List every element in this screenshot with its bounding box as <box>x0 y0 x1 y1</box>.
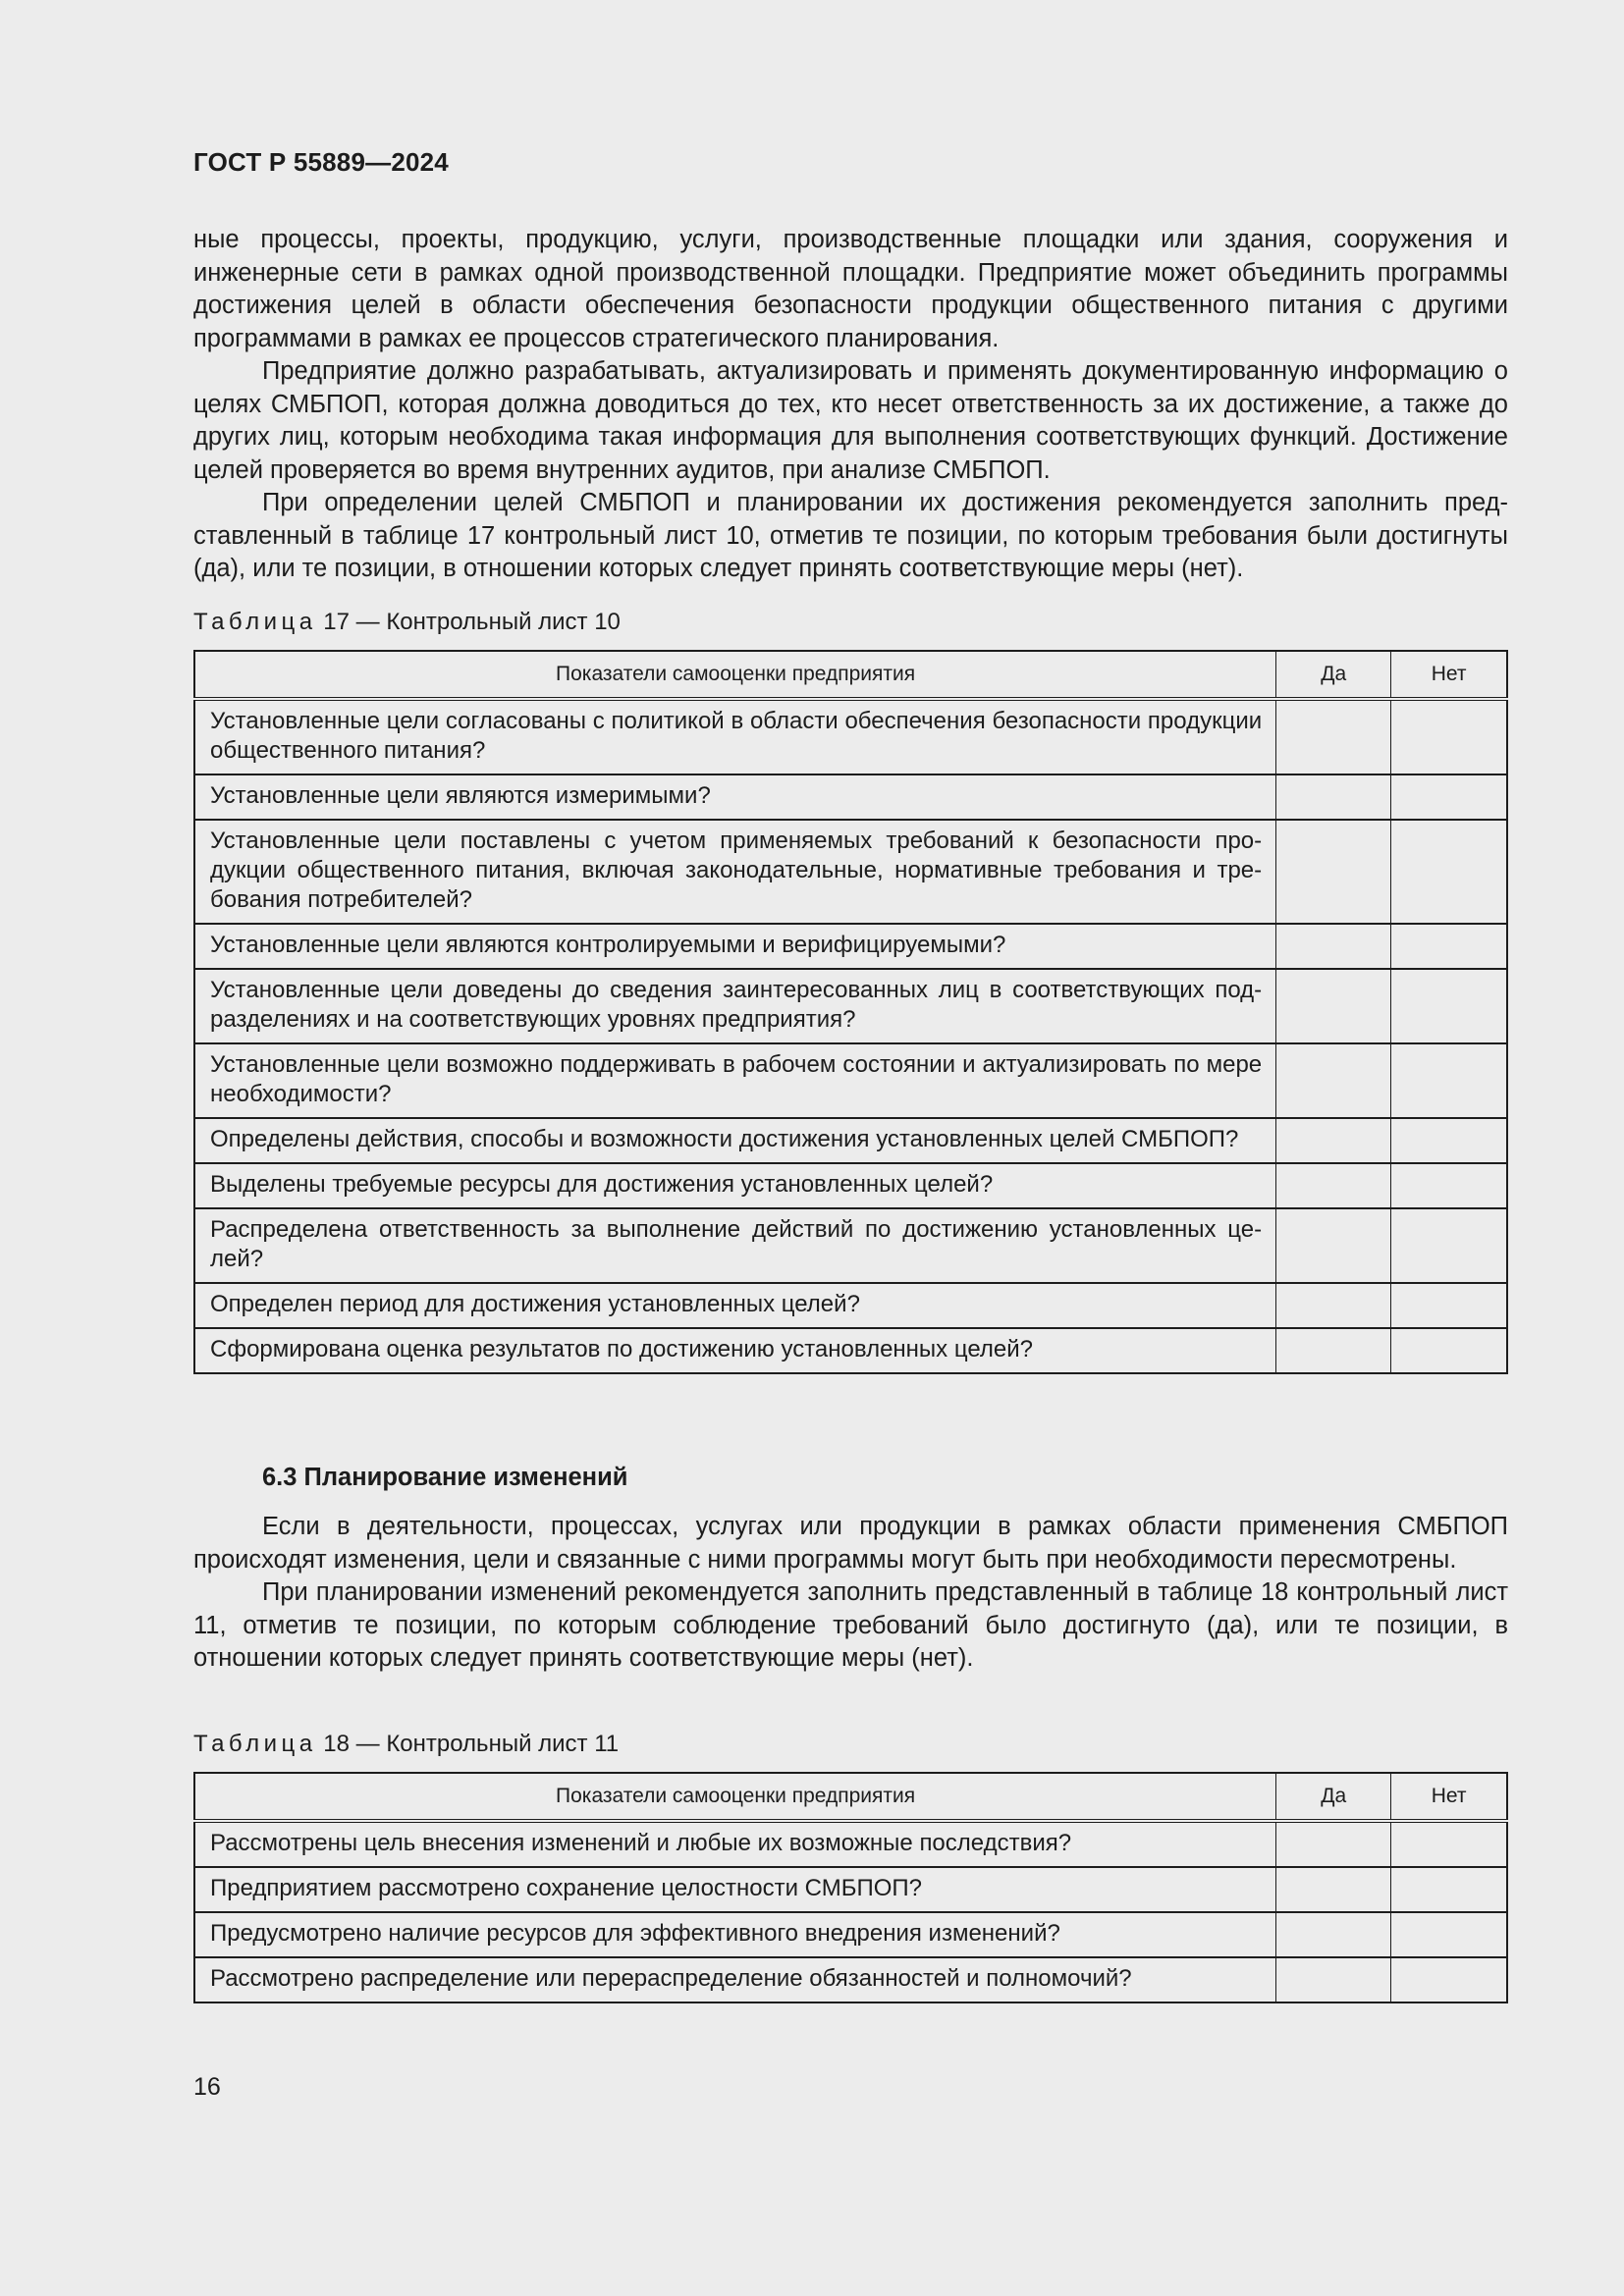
table-row <box>194 1957 1507 2002</box>
no-cell[interactable] <box>1391 1957 1507 2002</box>
no-cell[interactable] <box>1391 1912 1507 1957</box>
yes-cell[interactable] <box>1276 1912 1391 1957</box>
yes-cell[interactable] <box>1276 1208 1391 1283</box>
yes-cell[interactable] <box>1276 1043 1391 1118</box>
yes-cell[interactable] <box>1276 1821 1391 1867</box>
table-caption-text: 17 — Контрольный лист 10 <box>323 609 621 635</box>
table-row <box>194 774 1507 820</box>
column-header-no: Нет <box>1391 1773 1507 1821</box>
question-cell: Выделены требуемые ресурсы для достижения установленных целей? <box>194 1163 1276 1208</box>
yes-cell[interactable] <box>1276 924 1391 969</box>
table-row <box>194 699 1507 774</box>
table-row <box>194 924 1507 969</box>
yes-cell[interactable] <box>1276 820 1391 924</box>
no-cell[interactable] <box>1391 1867 1507 1912</box>
yes-cell[interactable] <box>1276 969 1391 1043</box>
no-cell[interactable] <box>1391 1328 1507 1373</box>
table-row <box>194 1867 1507 1912</box>
no-cell[interactable] <box>1391 969 1507 1043</box>
paragraph: Если в деятельности, процессах, услугах или продукции в рамках области применения СМБПОП происходят изменения, цели и связанные с ними программы могут быть при необходимости пересмотрены. <box>193 1513 1508 1574</box>
paragraph: При определении целей СМБПОП и планировании их достижения рекомендуется заполнить представленный в таблице 17 контрольный лист 10, отметив те позиции, по которым требования были достигнуты (да), или те позиции, в отношении которых следует принять соответствующие меры (нет). <box>193 489 1508 582</box>
yes-cell[interactable] <box>1276 1957 1391 2002</box>
table-caption-word: Таблица <box>193 1731 317 1757</box>
table-row <box>194 1328 1507 1373</box>
column-header-question: Показатели самооценки предприятия <box>194 651 1276 699</box>
column-header-yes: Да <box>1276 1773 1391 1821</box>
no-cell[interactable] <box>1391 1821 1507 1867</box>
table-row <box>194 1208 1507 1283</box>
no-cell[interactable] <box>1391 699 1507 774</box>
intro-text <box>193 224 1508 586</box>
table-header-row <box>194 651 1507 699</box>
yes-cell[interactable] <box>1276 1163 1391 1208</box>
question-cell: Определен период для достижения установленных целей? <box>194 1283 1276 1328</box>
no-cell[interactable] <box>1391 1208 1507 1283</box>
table-caption-text: 18 — Контрольный лист 11 <box>323 1731 620 1757</box>
question-cell: Установленные цели являются измеримыми? <box>194 774 1276 820</box>
question-cell: Определены действия, способы и возможности достижения установленных целей СМБПОП? <box>194 1118 1276 1163</box>
checklist-table-17 <box>193 650 1508 1374</box>
table-row <box>194 1283 1507 1328</box>
question-cell: Рассмотрены цель внесения изменений и любые их возможные последствия? <box>194 1821 1276 1867</box>
table-row <box>194 820 1507 924</box>
question-cell: Распределена ответственность за выполнение действий по достижению установленных целей? <box>194 1208 1276 1283</box>
section-heading: 6.3 Планирование изменений <box>262 1464 628 1491</box>
column-header-no: Нет <box>1391 651 1507 699</box>
question-cell: Установленные цели доведены до сведения заинтересованных лиц в соответствующих подразделениях и на соответствующих уровнях предприятия? <box>194 969 1276 1043</box>
document-header: ГОСТ Р 55889—2024 <box>193 147 449 177</box>
table-17-caption <box>193 609 621 636</box>
yes-cell[interactable] <box>1276 1328 1391 1373</box>
no-cell[interactable] <box>1391 1283 1507 1328</box>
yes-cell[interactable] <box>1276 1283 1391 1328</box>
no-cell[interactable] <box>1391 924 1507 969</box>
table-18-caption <box>193 1731 619 1758</box>
question-cell: Установленные цели поставлены с учетом применяемых требований к безопасности продукции общественного питания, включая законодательные, нормативные требования и требования потребителей? <box>194 820 1276 924</box>
question-cell: Предусмотрено наличие ресурсов для эффективного внедрения изменений? <box>194 1912 1276 1957</box>
table-row <box>194 1118 1507 1163</box>
question-cell: Предприятием рассмотрено сохранение целостности СМБПОП? <box>194 1867 1276 1912</box>
table-header-row <box>194 1773 1507 1821</box>
no-cell[interactable] <box>1391 1043 1507 1118</box>
no-cell[interactable] <box>1391 1118 1507 1163</box>
no-cell[interactable] <box>1391 1163 1507 1208</box>
table-row <box>194 1821 1507 1867</box>
no-cell[interactable] <box>1391 820 1507 924</box>
section-text <box>193 1511 1508 1676</box>
yes-cell[interactable] <box>1276 1867 1391 1912</box>
question-cell: Сформирована оценка результатов по достижению установленных целей? <box>194 1328 1276 1373</box>
column-header-question: Показатели самооценки предприятия <box>194 1773 1276 1821</box>
yes-cell[interactable] <box>1276 699 1391 774</box>
question-cell: Рассмотрено распределение или перераспределение обязанностей и полномочий? <box>194 1957 1276 2002</box>
table-row <box>194 1043 1507 1118</box>
question-cell: Установленные цели согласованы с политикой в области обеспечения безопасности продукции общественного питания? <box>194 699 1276 774</box>
paragraph: При планировании изменений рекомендуется заполнить представленный в таблице 18 контрольный лист 11, отметив те позиции, по которым соблюдение требований было достигнуто (да), или те позиции, в отношении которых следует принять соответствующие меры (нет). <box>193 1578 1508 1672</box>
page-number: 16 <box>193 2073 221 2101</box>
column-header-yes: Да <box>1276 651 1391 699</box>
table-row <box>194 1163 1507 1208</box>
checklist-table-18 <box>193 1772 1508 2003</box>
paragraph: Предприятие должно разрабатывать, актуализировать и применять документированную информацию о целях СМБПОП, которая должна доводиться до тех, кто несет ответственность за их достижение, а также до других лиц, которым необходима такая информация для выполнения соответствующих функций. Достижение целей проверяется во время внутренних аудитов, при анализе СМБПОП. <box>193 357 1508 484</box>
no-cell[interactable] <box>1391 774 1507 820</box>
table-row <box>194 1912 1507 1957</box>
paragraph: ные процессы, проекты, продукцию, услуги, производственные площадки или здания, сооружения и инженерные сети в рамках одной производственной площадки. Предприятие может объединить программы достижения целей в области обеспечения безопасности продукции общественного питания с другими программами в рамках ее процессов стратегического планирования. <box>193 226 1508 352</box>
question-cell: Установленные цели являются контролируемыми и верифицируемыми? <box>194 924 1276 969</box>
yes-cell[interactable] <box>1276 1118 1391 1163</box>
table-row <box>194 969 1507 1043</box>
question-cell: Установленные цели возможно поддерживать в рабочем состоянии и актуализировать по мере необходимости? <box>194 1043 1276 1118</box>
table-caption-word: Таблица <box>193 609 317 635</box>
yes-cell[interactable] <box>1276 774 1391 820</box>
